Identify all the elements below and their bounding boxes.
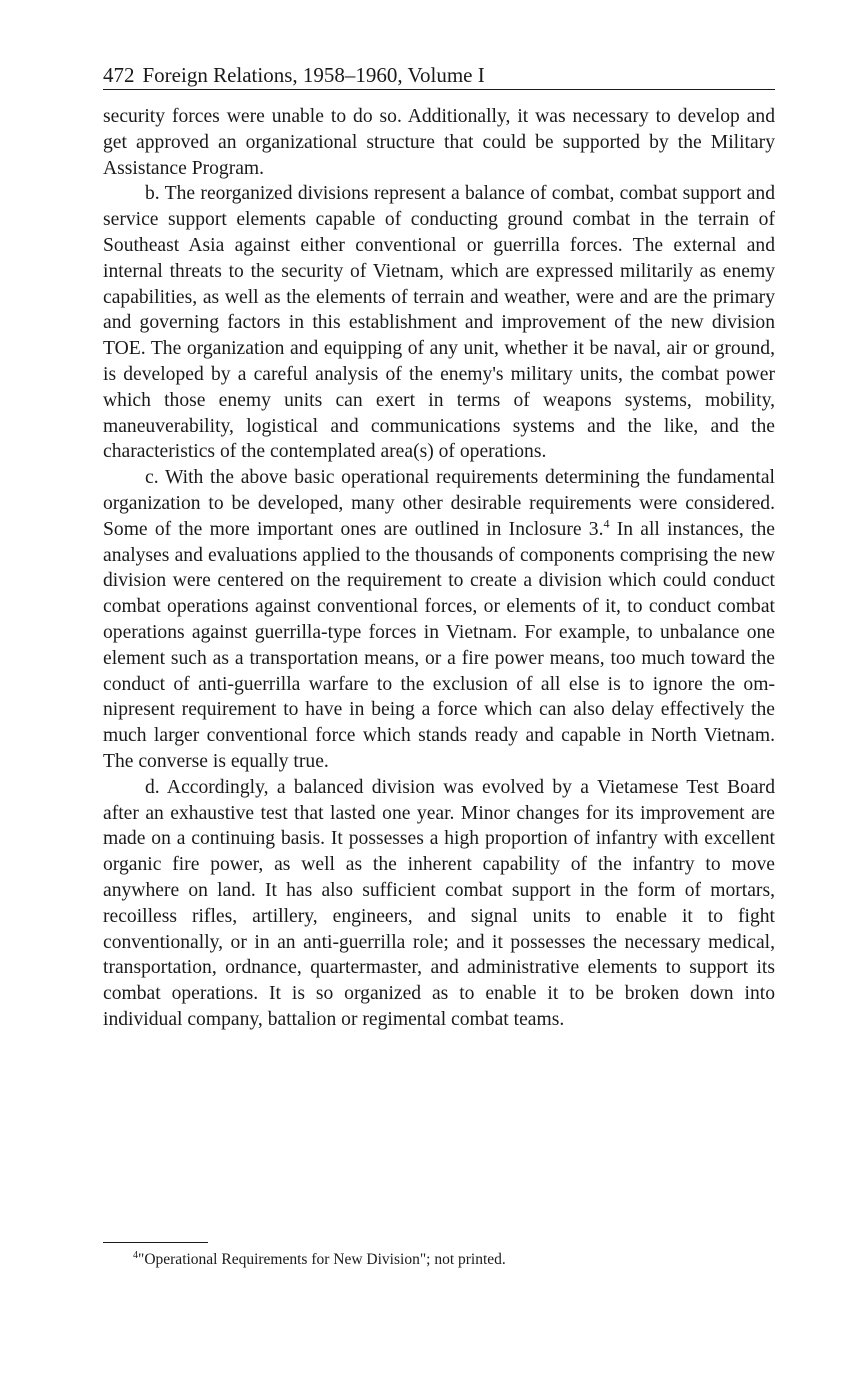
document-page (103, 62, 775, 1268)
footnote-divider (103, 1242, 208, 1243)
footnote-reference[interactable]: 4 (603, 516, 610, 531)
running-head (103, 62, 775, 90)
paragraph-b: b. The reorganized divisions represent a balance of combat, combat support and service support elements capable of conducting ground combat in the terrain of Southeast Asia against either conventional or guerrilla forces. The external and internal threats to the security of Vietnam, which are expressed militarily as enemy capabilities, as well as the elements of terrain and weather, were and are the primary and governing factors in this establishment and improvement of the new division TOE. The organization and equipping of any unit, whether it be naval, air or ground, is developed by a careful analysis of the enemy's military units, the combat power which those enemy units can exert in terms of weapons systems, mobility, maneuverability, logistical and communications systems and the like, and the characteristics of the contemplated area(s) of operations. (103, 183, 775, 463)
volume-title: Foreign Relations, 1958–1960, Volume I (142, 63, 485, 87)
paragraph-c (103, 465, 775, 775)
paragraph-c-text-end: In all instances, the analyses and evaluations applied to the thousands of components comprising the new division were centered on the requirement to create a division which could conduct combat operations against conventional forces, or elements of it, to conduct combat operations against guerrilla-type forces in Vietnam. For example, to unbalance one element such as a transportation means, or a fire power means, too much toward the conduct of anti-guerrilla warfare to the exclusion of all else is to ignore the omnipresent requirement to have in being a force which can also delay effectively the much larger conventional force which stands ready and capable in North Vietnam. The converse is equally true. (103, 518, 775, 772)
paragraph-d: d. Accordingly, a balanced division was evolved by a Vietamese Test Board after an exhaustive test that lasted one year. Minor changes for its improvement are made on a continuing basis. It possesses a high proportion of infantry with excellent organic fire power, as well as the inherent capability of the infantry to move anywhere on land. It has also sufficient combat support in the form of mortars, recoilless rifles, artillery, engineers, and signal units to enable it to fight conventionally, or in an anti-guerrilla role; and it possesses the necessary medical, transportation, ordnance, quartermaster, and administrative elements to support its combat operations. It is so organized as to enable it to be broken down into individual company, battalion or regimental combat teams. (103, 776, 775, 1030)
paragraph-c-text-start: c. With the above basic operational requirements determining the fundamental organization to be developed, many other desirable requirements were considered. Some of the more important ones are outlined in Inclosure 3. (103, 467, 775, 540)
footnote-marker: 4 (133, 1249, 138, 1261)
footnote (133, 1250, 506, 1270)
footnote-text: "Operational Requirements for New Division"; not printed. (138, 1251, 506, 1268)
paragraph-continued: security forces were unable to do so. Additionally, it was necessary to develop and get approved an organizational structure that could be supported by the Military Assistance Program. (103, 106, 775, 179)
body-text (103, 104, 775, 1033)
page-number: 472 (103, 63, 135, 87)
